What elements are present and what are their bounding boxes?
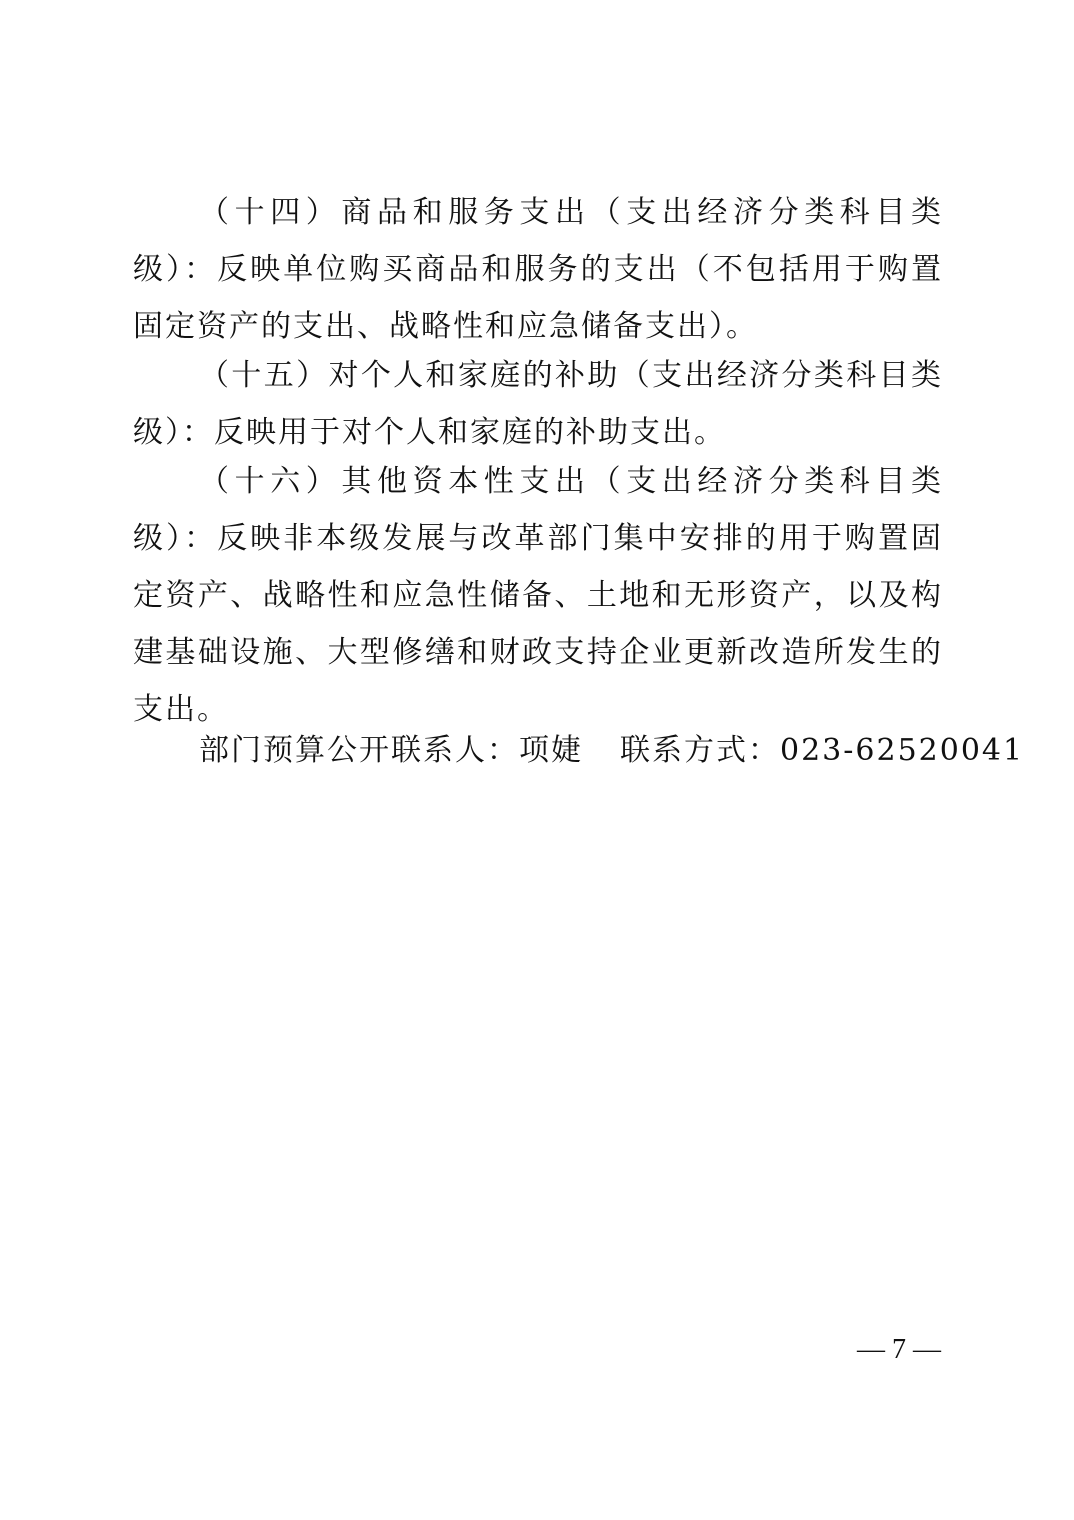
paragraph-other-capital-expense: （十六）其他资本性支出（支出经济分类科目类级）：反映非本级发展与改革部门集中安排的用于购置固定资产、战略性和应急性储备、土地和无形资产，以及构建基础设施、大型修缮和财政支持企业更新改造所发生的支出。 [133,464,943,727]
contact-person: 部门预算公开联系人：项婕 [199,733,583,768]
page-number: — 7 — [857,1334,941,1365]
paragraph-household-subsidy: （十五）对个人和家庭的补助（支出经济分类科目类级）：反映用于对个人和家庭的补助支出。 [133,358,943,450]
contact-phone: 联系方式：023-62520041 [620,733,1025,768]
paragraph-commodity-service-expense: （十四）商品和服务支出（支出经济分类科目类级）：反映单位购买商品和服务的支出（不包括用于购置固定资产的支出、战略性和应急储备支出）。 [133,195,943,344]
